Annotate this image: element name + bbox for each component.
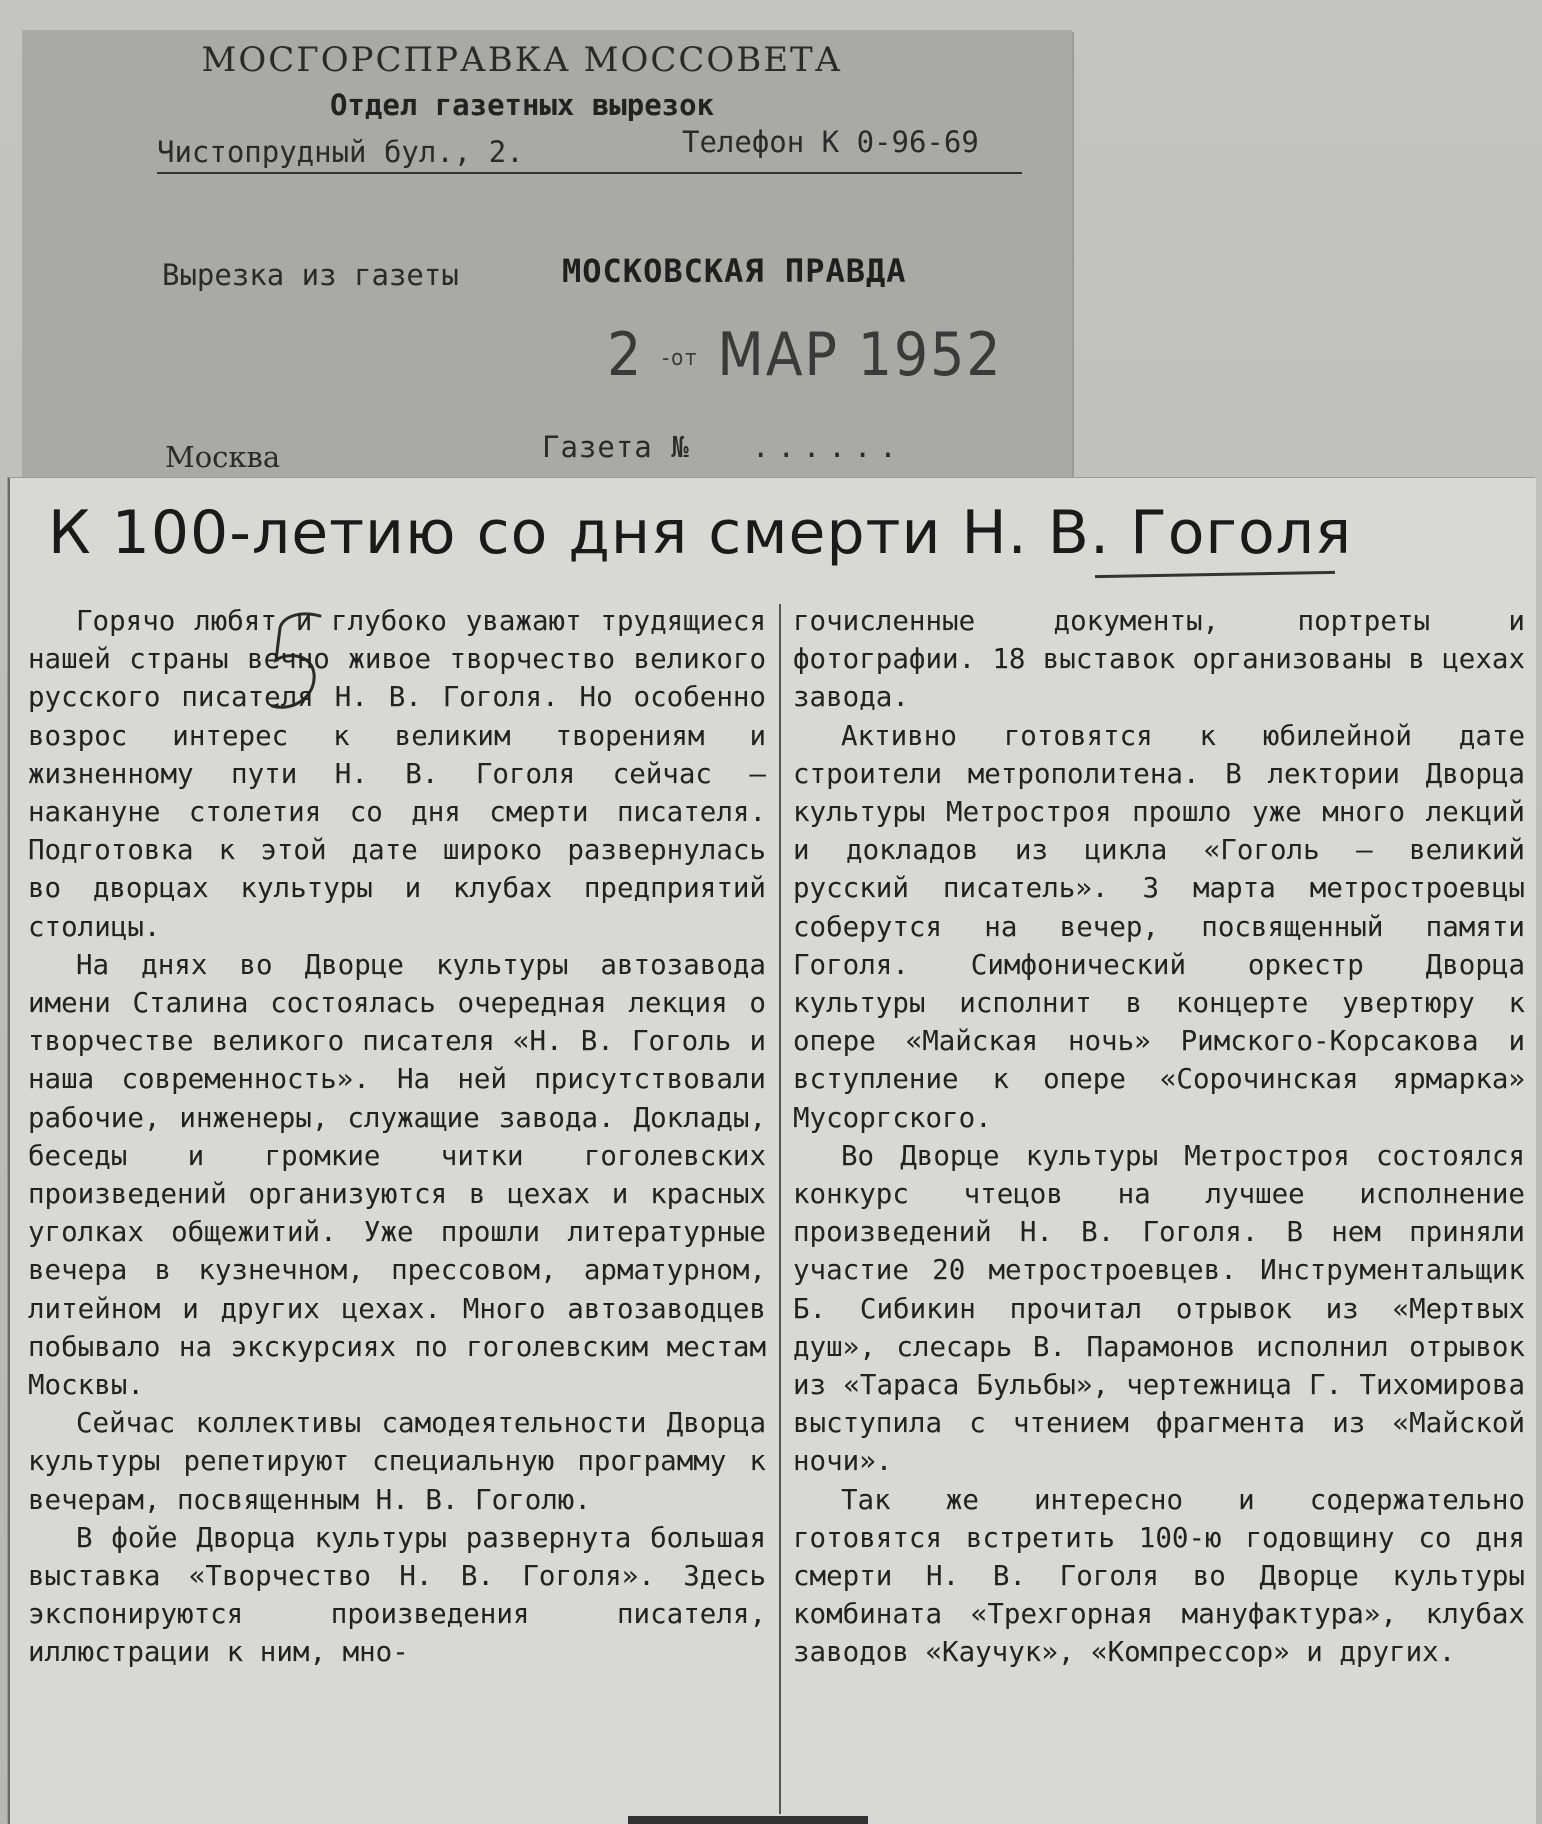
clip-label: Вырезка из газеты (162, 258, 459, 292)
headline-pen-underline (1095, 571, 1335, 578)
article-left-column (28, 602, 766, 1672)
date-stamp (607, 320, 1002, 390)
city: Москва (165, 440, 281, 474)
stamp-small: -от (662, 345, 699, 371)
stamp-day: 2 (607, 320, 644, 390)
newspaper-name: МОСКОВСКАЯ ПРАВДА (562, 252, 907, 290)
department-name: Отдел газетных вырезок (329, 88, 715, 122)
paragraph: Во Дворце культуры Метростроя состоялся конкурс чтецов на лучшее исполнение произведений Н. В. Гоголя. В нем приняли участие 20 метростроевцев. Инструментальщик Б. Сибикин прочитал отрывок из «Мертвых душ», слесарь В. Парамонов исполнил отрывок из «Тараса Бульбы», чертежница Г. Тихомирова выступила с чтением фрагмента из «Майской ночи». (793, 1139, 1525, 1478)
paragraph: На днях во Дворце культуры автозавода имени Сталина состоялась очередная лекция о творчестве великого писателя «Н. В. Гоголь и наша современность». На ней присутствовали рабочие, инженеры, служащие завода. Доклады, беседы и громкие читки гоголевских произведений организуются в цехах и красных уголках общежитий. Уже прошли литературные вечера в кузнечном, прессовом, арматурном, литейном и других цехах. Много автозаводцев побывало на экскурсиях по гоголевским местам Москвы. (28, 948, 766, 1402)
address: Чистопрудный бул., 2. (157, 135, 524, 169)
paragraph: Так же интересно и содержательно готовятся встретить 100-ю годовщину со дня смерти Н. В. Гоголя во Дворце культуры комбината «Трехгорная мануфактура», клубах заводов «Каучук», «Компрессор» и других. (793, 1483, 1525, 1669)
header-rule (157, 172, 1022, 174)
stamp-month-year: МАР 1952 (717, 320, 1003, 390)
paragraph: Горячо любят и глубоко уважают трудящиеся нашей страны вечно живое творчество великого русского писателя Н. В. Гоголя. Но особенно возрос интерес к великим творениям и жизненному пути Н. В. Гоголя сейчас — накануне столетия со дня смерти писателя. Подготовка к этой дате широко развернулась во дворцах культуры и клубах предприятий столицы. (28, 605, 766, 943)
issue-dots: ...... (752, 430, 905, 464)
clipping-header-slip (22, 30, 1072, 500)
article-clipping (8, 478, 1536, 1824)
phone-number: Телефон К 0-96-69 (682, 125, 979, 159)
article-right-column (793, 602, 1525, 1672)
organization-name: МОСГОРСПРАВКА МОССОВЕТА (201, 40, 843, 80)
paragraph: Сейчас коллективы самодеятельности Дворца культуры репетируют специальную программу к вечерам, посвященным Н. В. Гоголю. (28, 1407, 766, 1516)
column-divider (779, 604, 781, 1814)
issue-label: Газета № (542, 430, 690, 464)
article-headline: К 100-летию со дня смерти Н. В. Гоголя (48, 498, 1353, 568)
paragraph: В фойе Дворца культуры развернута большая выставка «Творчество Н. В. Гоголя». Здесь экспонируются произведения писателя, иллюстрации к ним, мно- (28, 1521, 766, 1669)
paragraph-continuation: гочисленные документы, портреты и фотографии. 18 выставок организованы в цехах завода. (793, 605, 1525, 714)
paragraph: Активно готовятся к юбилейной дате строители метрополитена. В лектории Дворца культуры Метростроя прошло уже много лекций и докладов из цикла «Гоголь — великий русский писатель». 3 марта метростроевцы соберутся на вечер, посвященный памяти Гоголя. Симфонический оркестр Дворца культуры исполнит в концерте увертюру к опере «Майская ночь» Римского-Корсакова и вступление к опере «Сорочинская ярмарка» Мусоргского. (793, 719, 1525, 1134)
bottom-rule-mark (628, 1816, 868, 1824)
